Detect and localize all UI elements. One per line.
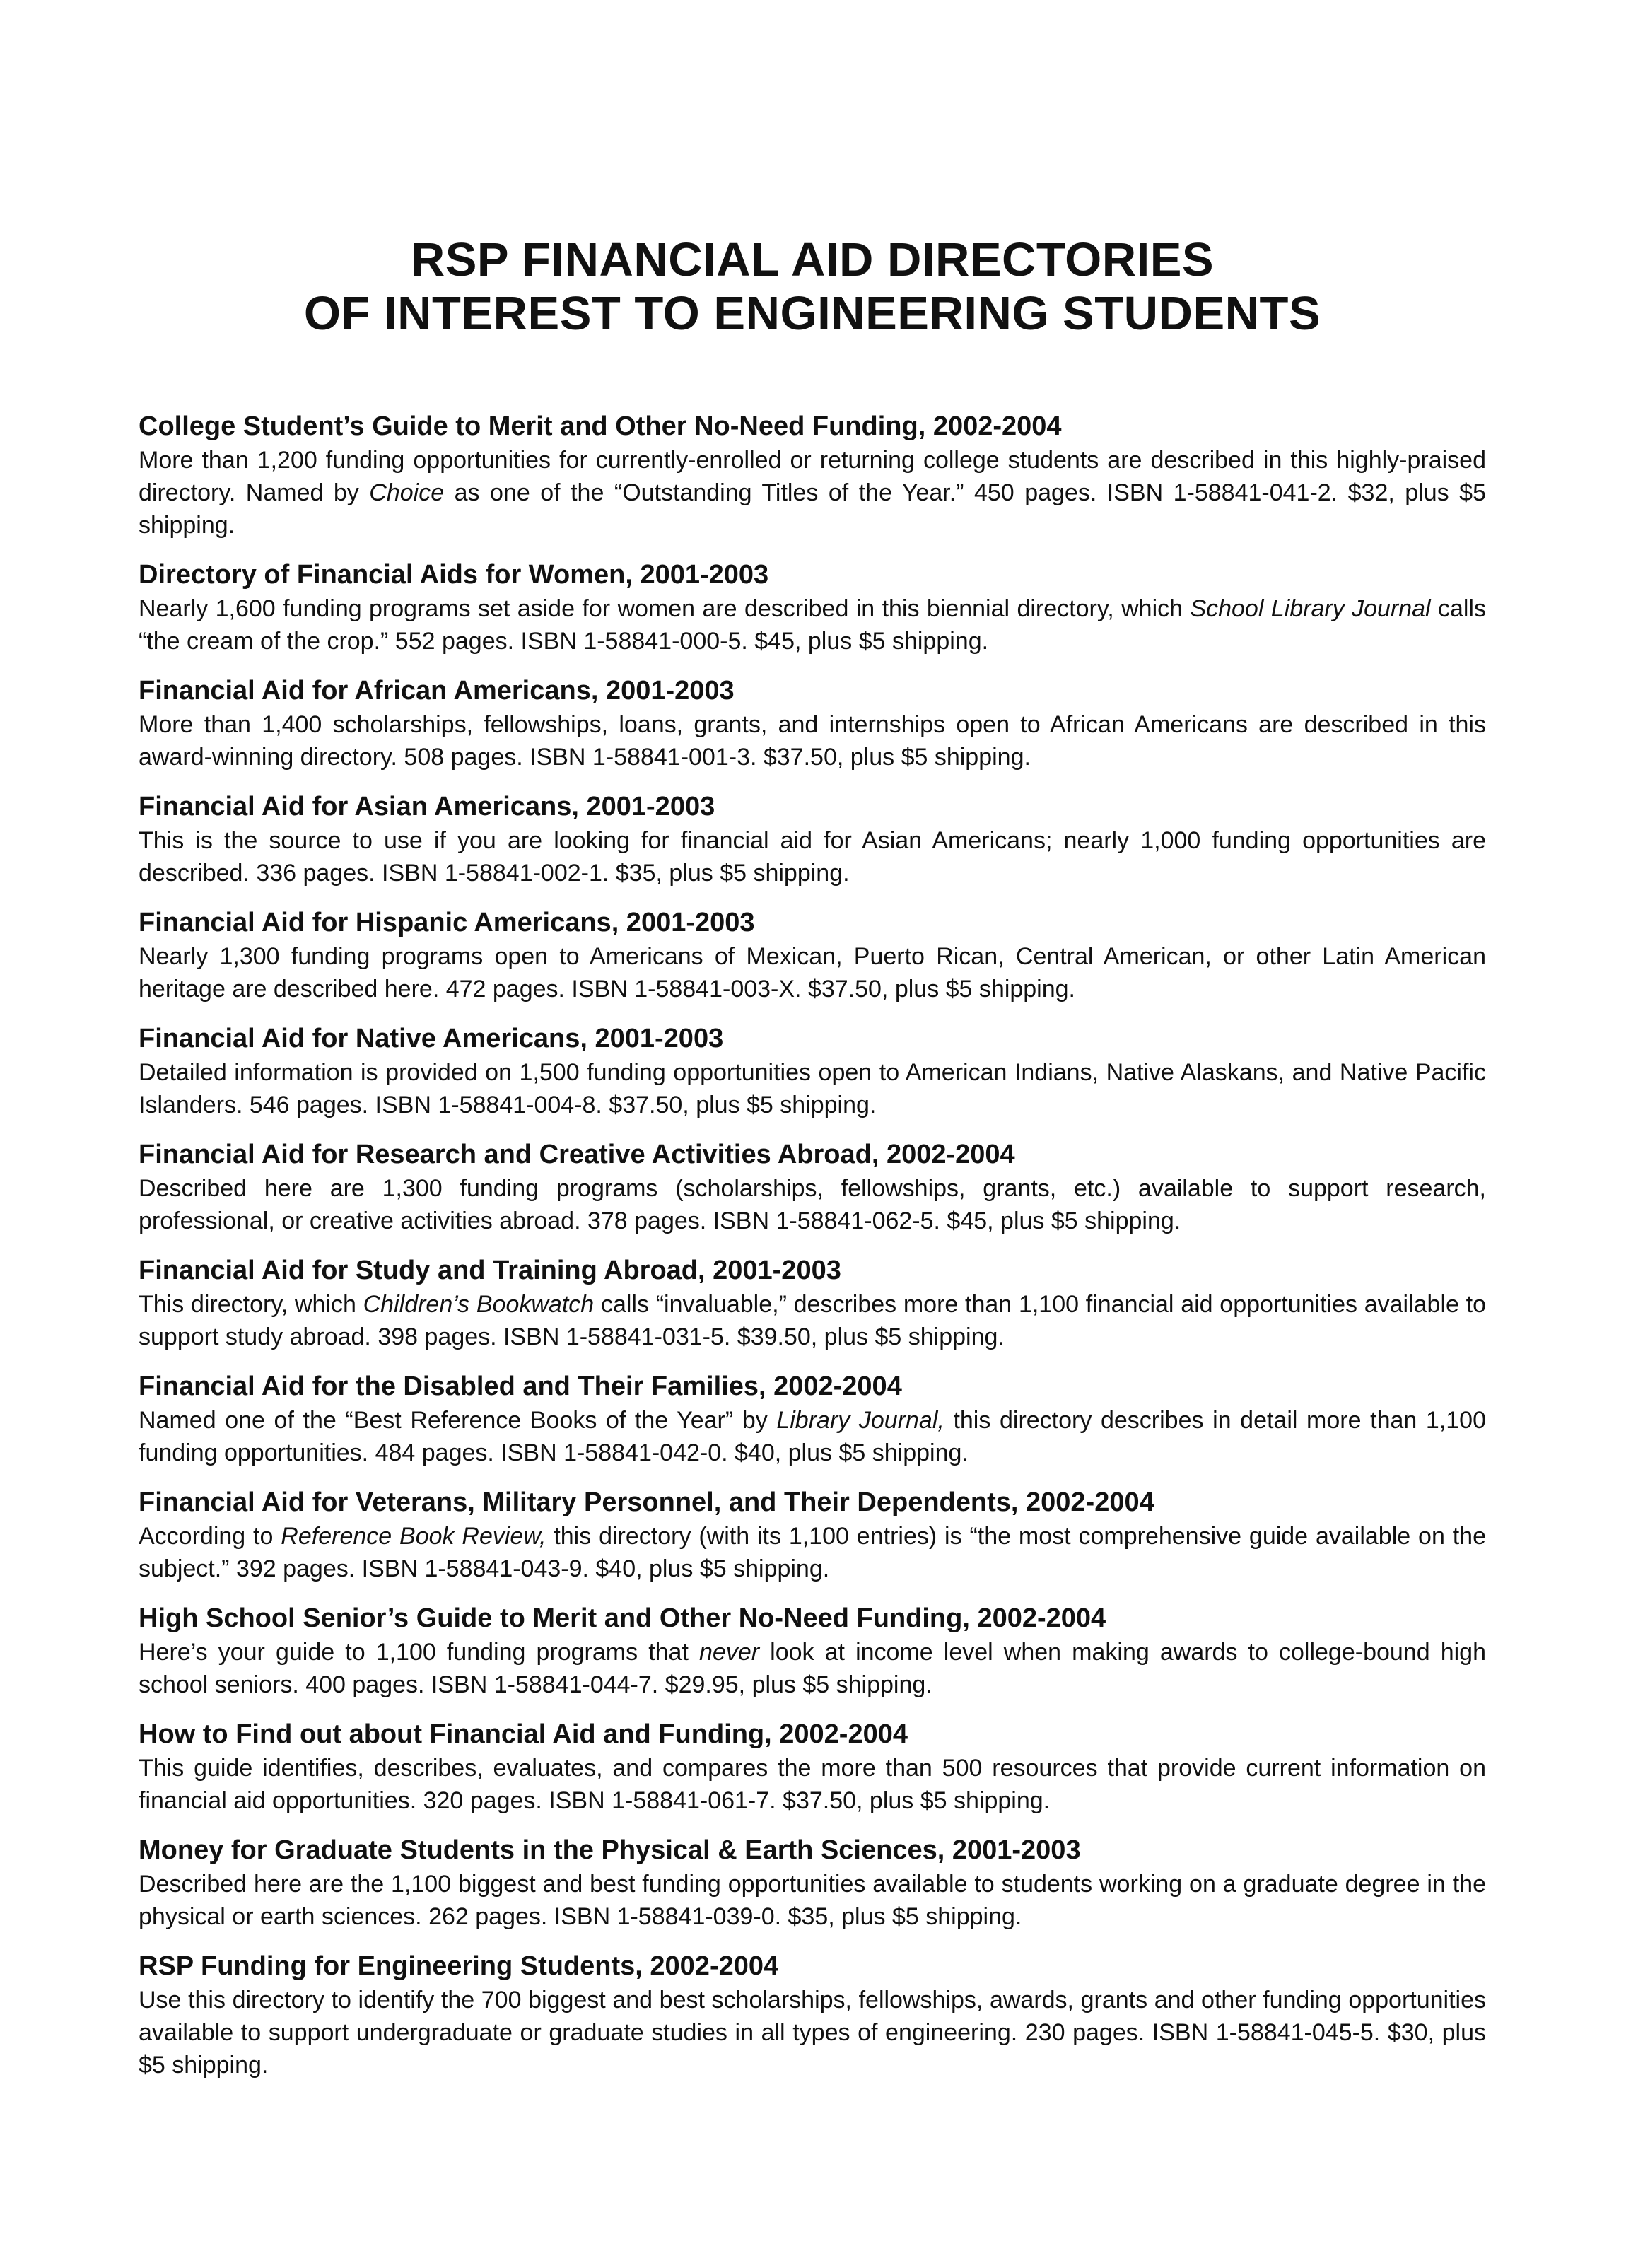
entry-description: [139, 1752, 1486, 1817]
directory-entry-graduate-students: [139, 1832, 1486, 1933]
entry-description-text: More than 1,400 scholarships, fellowships, loans, grants, and internships open to African Americans are described in this award-winning directory. 508 pages. ISBN 1-58841-001-3. $37.50, plus $5 shipping.: [139, 711, 1486, 771]
document-page: [139, 233, 1486, 2097]
entry-description-text: More than 1,200 funding opportunities for currently-enrolled or returning college students are described in this highly-praised directory. Named by: [139, 447, 1486, 506]
directory-entry-asian-americans: [139, 789, 1486, 889]
entry-description: [139, 1288, 1486, 1353]
entry-description: [139, 1868, 1486, 1933]
entry-description-text: This guide identifies, describes, evaluates, and compares the more than 500 resources that provide current information on financial aid opportunities. 320 pages. ISBN 1-58841-061-7. $37.50, plus $5 shipping.: [139, 1755, 1486, 1814]
entry-title: RSP Funding for Engineering Students, 2002-2004: [139, 1951, 779, 1981]
entry-description-text: Here’s your guide to 1,100 funding programs that: [139, 1639, 700, 1666]
entry-description-text: Nearly 1,600 funding programs set aside for women are described in this biennial directory, which: [139, 595, 1191, 622]
page-title: [139, 233, 1486, 341]
directory-entry-research-abroad: [139, 1137, 1486, 1237]
entry-description-italic: Children’s Bookwatch: [363, 1291, 595, 1318]
directory-entry-high-school-senior-guide: [139, 1601, 1486, 1701]
entry-description: [139, 1172, 1486, 1237]
entry-title: Financial Aid for Veterans, Military Personnel, and Their Dependents, 2002-2004: [139, 1487, 1154, 1517]
entry-description-text: calls “invaluable,” describes more than 1,100 financial aid opportunities available to support study abroad. 398 pages. ISBN 1-58841-031-5. $39.50, plus $5 shipping.: [139, 1291, 1487, 1350]
entry-description-text: Detailed information is provided on 1,500 funding opportunities open to American Indians, Native Alaskans, and Native Pacific Islanders. 546 pages. ISBN 1-58841-004-8. $37.50, plus $5 shipping.: [139, 1059, 1486, 1118]
entry-description: [139, 1056, 1486, 1121]
entry-description-text: as one of the “Outstanding Titles of the Year.” 450 pages. ISBN 1-58841-041-2. $32, plus $5 shipping.: [139, 479, 1486, 539]
directory-entry-women: [139, 557, 1486, 657]
entry-title: Financial Aid for Asian Americans, 2001-2003: [139, 792, 715, 822]
entry-title: How to Find out about Financial Aid and Funding, 2002-2004: [139, 1719, 908, 1749]
entry-description-italic: Choice: [369, 479, 445, 506]
entry-description-text: Described here are the 1,100 biggest and best funding opportunities available to students working on a graduate degree in the physical or earth sciences. 262 pages. ISBN 1-58841-039-0. $35, plus $5 shipping.: [139, 1871, 1486, 1930]
directory-entry-hispanic-americans: [139, 905, 1486, 1005]
entry-description: [139, 1520, 1486, 1585]
entry-description-text: This is the source to use if you are looking for financial aid for Asian Americans; nearly 1,000 funding opportunities are described. 336 pages. ISBN 1-58841-002-1. $35, plus $5 shipping.: [139, 827, 1486, 887]
entry-description-text: This directory, which: [139, 1291, 363, 1318]
entry-description: [139, 1636, 1486, 1701]
directory-entry-veterans: [139, 1485, 1486, 1585]
page-title-line-1: RSP FINANCIAL AID DIRECTORIES: [410, 233, 1215, 286]
entry-title: Financial Aid for Hispanic Americans, 2001-2003: [139, 908, 755, 937]
entry-description: [139, 1404, 1486, 1469]
entry-description-text: this directory describes in detail more than 1,100 funding opportunities. 484 pages. ISBN 1-58841-042-0. $40, plus $5 shipping.: [139, 1407, 1486, 1466]
directory-entry-college-student-guide: [139, 409, 1486, 542]
entry-description-text: Use this directory to identify the 700 biggest and best scholarships, fellowships, awards, grants and other funding opportunities available to support undergraduate or graduate studies in all types of engineering. 230 pages. ISBN 1-58841-045-5. $30, plus $5 shipping.: [139, 1987, 1486, 2079]
entry-description-italic: Library Journal,: [776, 1407, 944, 1434]
entry-description-italic: never: [699, 1639, 760, 1666]
entry-title: Financial Aid for the Disabled and Their Families, 2002-2004: [139, 1372, 902, 1401]
directory-entry-disabled: [139, 1369, 1486, 1469]
entry-description-text: this directory (with its 1,100 entries) is “the most comprehensive guide available on the subject.” 392 pages. ISBN 1-58841-043-9. $40, plus $5 shipping.: [139, 1523, 1486, 1582]
entry-title: College Student’s Guide to Merit and Other No-Need Funding, 2002-2004: [139, 411, 1062, 441]
entry-description-text: Described here are 1,300 funding programs (scholarships, fellowships, grants, etc.) available to support research, professional, or creative activities abroad. 378 pages. ISBN 1-58841-062-5. $45, plus $5 shipping.: [139, 1175, 1486, 1234]
entry-description: [139, 708, 1486, 773]
entry-title: Financial Aid for Native Americans, 2001-2003: [139, 1024, 724, 1053]
entry-description-text: calls “the cream of the crop.” 552 pages. ISBN 1-58841-000-5. $45, plus $5 shipping.: [139, 595, 1486, 655]
entry-description-text: Named one of the “Best Reference Books of the Year” by: [139, 1407, 777, 1434]
entry-description-text: According to: [139, 1523, 281, 1550]
entry-title: Money for Graduate Students in the Physical & Earth Sciences, 2001-2003: [139, 1835, 1081, 1865]
entry-title: Financial Aid for Study and Training Abroad, 2001-2003: [139, 1256, 841, 1285]
entry-description: [139, 444, 1486, 542]
entry-description: [139, 592, 1486, 657]
entry-title: Financial Aid for Research and Creative Activities Abroad, 2002-2004: [139, 1140, 1015, 1169]
entry-description-text: Nearly 1,300 funding programs open to Americans of Mexican, Puerto Rican, Central American, or other Latin American heritage are described here. 472 pages. ISBN 1-58841-003-X. $37.50, plus $5 shipping.: [139, 943, 1486, 1003]
directory-entry-african-americans: [139, 673, 1486, 773]
directory-entry-study-abroad: [139, 1253, 1486, 1353]
entry-description: [139, 940, 1486, 1005]
page-title-line-2: OF INTEREST TO ENGINEERING STUDENTS: [303, 287, 1321, 340]
entry-description-italic: School Library Journal: [1190, 595, 1431, 622]
entry-description: [139, 1984, 1486, 2081]
entry-title: Directory of Financial Aids for Women, 2001-2003: [139, 560, 769, 590]
entry-description-text: look at income level when making awards to college-bound high school seniors. 400 pages. ISBN 1-58841-044-7. $29.95, plus $5 shipping.: [139, 1639, 1486, 1698]
entry-title: High School Senior’s Guide to Merit and Other No-Need Funding, 2002-2004: [139, 1603, 1106, 1633]
directory-entry-engineering-students: [139, 1948, 1486, 2081]
entry-description-italic: Reference Book Review,: [281, 1523, 546, 1550]
entry-title: Financial Aid for African Americans, 2001-2003: [139, 676, 735, 706]
directory-entry-how-to-find: [139, 1717, 1486, 1817]
directory-entry-native-americans: [139, 1021, 1486, 1121]
entry-description: [139, 824, 1486, 889]
